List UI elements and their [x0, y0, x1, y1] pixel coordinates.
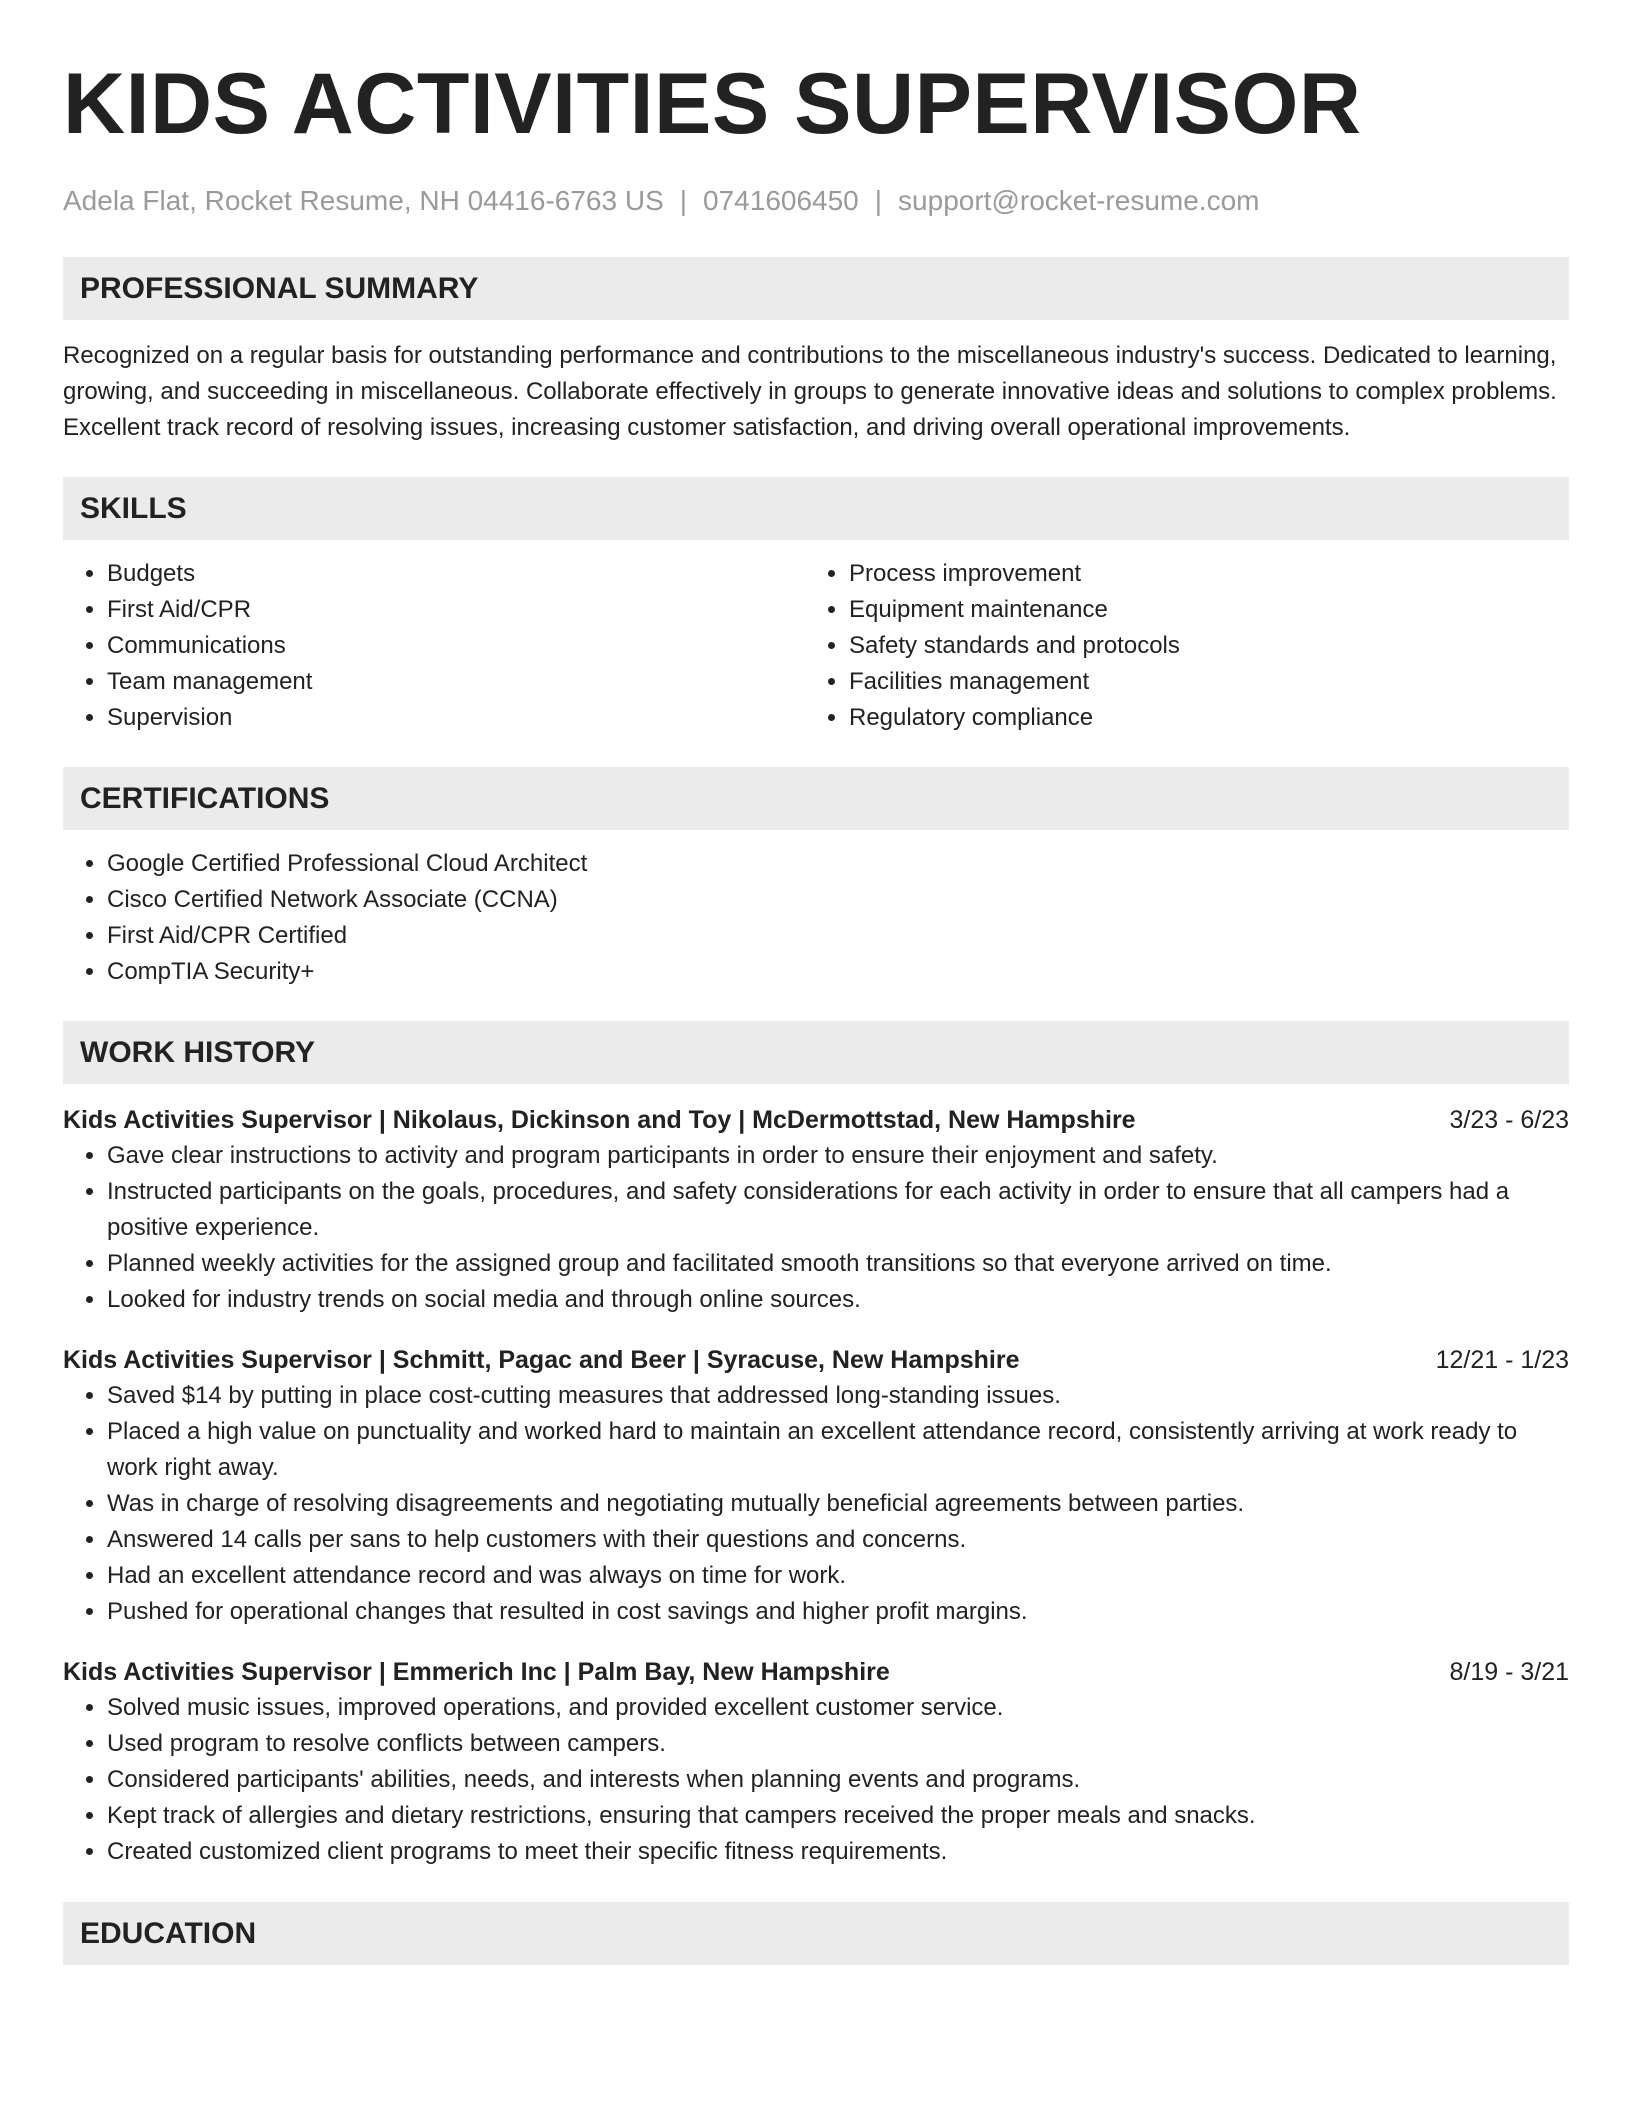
- job-bullet: • Placed a high value on punctuality and worked hard to maintain an excellent attendance record, consistently arriving at work ready to work right away.: [107, 1414, 1569, 1486]
- job-entry: [63, 1102, 1569, 1318]
- job-dates: 8/19 - 3/21: [1449, 1658, 1569, 1686]
- section-heading-certifications: CERTIFICATIONS: [63, 767, 1569, 830]
- job-title: Kids Activities Supervisor | Schmitt, Pagac and Beer | Syracuse, New Hampshire: [63, 1346, 1020, 1374]
- skill-item: • Supervision: [107, 700, 805, 736]
- job-bullet: • Created customized client programs to meet their specific fitness requirements.: [107, 1834, 1569, 1870]
- job-bullet: • Had an excellent attendance record and was always on time for work.: [107, 1558, 1569, 1594]
- section-heading-education: EDUCATION: [63, 1902, 1569, 1965]
- skill-item: • Communications: [107, 628, 805, 664]
- contact-separator: |: [679, 185, 688, 216]
- skill-item: • Facilities management: [849, 664, 1547, 700]
- skill-item: • Budgets: [107, 556, 805, 592]
- contact-address: Adela Flat, Rocket Resume, NH 04416-6763 US: [63, 185, 664, 216]
- contact-separator: |: [874, 185, 883, 216]
- summary-text: Recognized on a regular basis for outstanding performance and contributions to the miscellaneous industry's success. Dedicated to learning, growing, and succeeding in miscellaneous. Collaborate effectively in groups to generate innovative ideas and solutions to complex problems. Excellent track record of resolving issues, increasing customer satisfaction, and driving overall operational improvements.: [63, 342, 1557, 441]
- skill-item: • Regulatory compliance: [849, 700, 1547, 736]
- job-header: [63, 1654, 1569, 1690]
- job-bullet: • Gave clear instructions to activity and program participants in order to ensure their enjoyment and safety.: [107, 1138, 1569, 1174]
- section-heading-work-history: WORK HISTORY: [63, 1021, 1569, 1084]
- job-bullets: [63, 1378, 1569, 1630]
- contact-line: [63, 184, 1569, 218]
- job-dates: 12/21 - 1/23: [1435, 1346, 1569, 1374]
- contact-email: support@rocket-resume.com: [898, 185, 1260, 216]
- skill-item: • Team management: [107, 664, 805, 700]
- job-entry: [63, 1654, 1569, 1870]
- job-bullet: • Looked for industry trends on social media and through online sources.: [107, 1282, 1569, 1318]
- skill-item: • Equipment maintenance: [849, 592, 1547, 628]
- skills-column-left: [63, 556, 805, 736]
- candidate-name: KIDS ACTIVITIES SUPERVISOR: [63, 56, 1362, 152]
- skill-item: • Safety standards and protocols: [849, 628, 1547, 664]
- skills-column-right: [805, 556, 1547, 736]
- job-bullet: • Solved music issues, improved operations, and provided excellent customer service.: [107, 1690, 1569, 1726]
- job-entry: [63, 1342, 1569, 1630]
- job-dates: 3/23 - 6/23: [1449, 1106, 1569, 1134]
- skills-list: [63, 556, 1569, 736]
- certifications-list: [63, 846, 1569, 990]
- job-title: Kids Activities Supervisor | Emmerich Inc | Palm Bay, New Hampshire: [63, 1658, 890, 1686]
- certification-item: • Cisco Certified Network Associate (CCNA): [107, 882, 1569, 918]
- skill-item: • First Aid/CPR: [107, 592, 805, 628]
- certification-item: • CompTIA Security+: [107, 954, 1569, 990]
- job-bullet: • Considered participants' abilities, needs, and interests when planning events and programs.: [107, 1762, 1569, 1798]
- job-bullet: • Used program to resolve conflicts between campers.: [107, 1726, 1569, 1762]
- job-bullet: • Was in charge of resolving disagreements and negotiating mutually beneficial agreements between parties.: [107, 1486, 1569, 1522]
- job-bullet: • Answered 14 calls per sans to help customers with their questions and concerns.: [107, 1522, 1569, 1558]
- job-bullet: • Kept track of allergies and dietary restrictions, ensuring that campers received the proper meals and snacks.: [107, 1798, 1569, 1834]
- section-heading-summary: PROFESSIONAL SUMMARY: [63, 257, 1569, 320]
- certification-item: • Google Certified Professional Cloud Architect: [107, 846, 1569, 882]
- job-title: Kids Activities Supervisor | Nikolaus, Dickinson and Toy | McDermottstad, New Hampshire: [63, 1106, 1136, 1134]
- section-heading-skills: SKILLS: [63, 477, 1569, 540]
- job-bullet: • Saved $14 by putting in place cost-cutting measures that addressed long-standing issues.: [107, 1378, 1569, 1414]
- contact-phone: 0741606450: [703, 185, 859, 216]
- job-bullets: [63, 1690, 1569, 1870]
- job-bullet: • Pushed for operational changes that resulted in cost savings and higher profit margins.: [107, 1594, 1569, 1630]
- certification-item: • First Aid/CPR Certified: [107, 918, 1569, 954]
- job-header: [63, 1342, 1569, 1378]
- job-bullet: • Instructed participants on the goals, procedures, and safety considerations for each activity in order to ensure that all campers had a positive experience.: [107, 1174, 1569, 1246]
- job-bullet: • Planned weekly activities for the assigned group and facilitated smooth transitions so that everyone arrived on time.: [107, 1246, 1569, 1282]
- job-header: [63, 1102, 1569, 1138]
- job-bullets: [63, 1138, 1569, 1318]
- skill-item: • Process improvement: [849, 556, 1547, 592]
